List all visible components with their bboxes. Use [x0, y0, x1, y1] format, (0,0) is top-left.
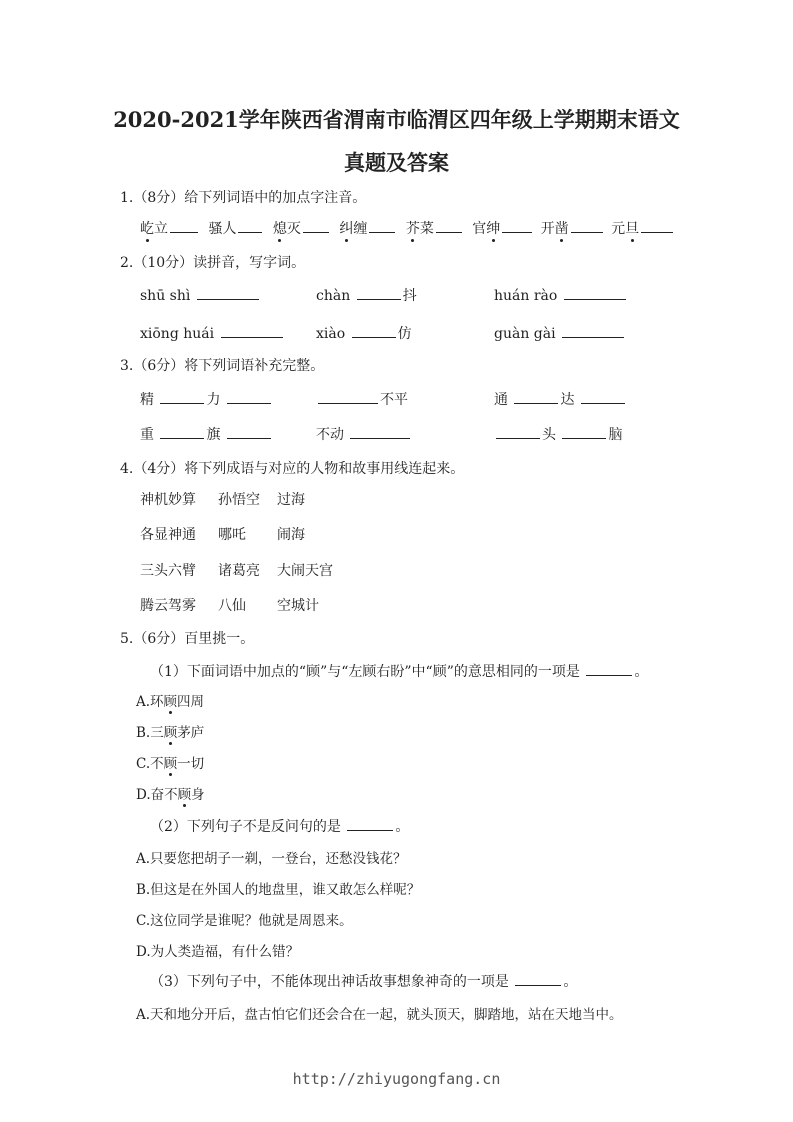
choice-option[interactable]: A.环顾四周 [136, 690, 204, 710]
choice-option[interactable]: A.天和地分开后，盘古怕它们还会合在一起，就头顶天，脚踏地，站在天地当中。 [136, 1007, 623, 1023]
q1-item: 开凿 [541, 221, 569, 237]
pinyin-item: guàn gài [494, 323, 626, 342]
pinyin-item: xiōng huái [140, 323, 285, 342]
match-cell[interactable]: 八仙 [218, 598, 246, 614]
answer-blank[interactable] [350, 424, 410, 439]
answer-blank[interactable] [514, 389, 558, 404]
idiom-item: 头 脑 [494, 424, 622, 444]
choice-option[interactable]: D.为人类造福，有什么错？ [136, 944, 300, 960]
pinyin-item: xiào 仿 [316, 323, 412, 343]
answer-blank[interactable] [515, 971, 561, 986]
q1-item: 纠缠 [339, 221, 367, 237]
choice-option[interactable]: B.三顾茅庐 [136, 721, 204, 741]
choice-option[interactable]: D.奋不顾身 [136, 783, 205, 803]
answer-blank[interactable] [221, 323, 283, 338]
answer-blank[interactable] [303, 218, 329, 233]
question-3-heading: 3.（6分）将下列词语补充完整。 [120, 358, 325, 374]
answer-blank[interactable] [641, 218, 673, 233]
answer-blank[interactable] [581, 389, 625, 404]
pinyin-item: chàn 抖 [316, 285, 417, 305]
answer-blank[interactable] [436, 218, 462, 233]
answer-blank[interactable] [347, 816, 393, 831]
choice-option[interactable]: A.只要您把胡子一剃，一登台，还愁没钱花？ [136, 851, 407, 867]
idiom-item: 不动 [316, 424, 412, 444]
answer-blank[interactable] [571, 218, 603, 233]
question-5-sub1: （1）下面词语中加点的“顾”与“左顾右盼”中“顾”的意思相同的一项是 。 [150, 661, 648, 681]
match-cell[interactable]: 空城计 [277, 598, 319, 614]
answer-blank[interactable] [197, 285, 259, 300]
idiom-item: 不平 [316, 389, 408, 409]
match-cell[interactable]: 大闹天宫 [277, 563, 333, 579]
answer-blank[interactable] [160, 424, 204, 439]
idiom-item: 精 力 [140, 389, 273, 409]
answer-blank[interactable] [170, 218, 198, 233]
answer-blank[interactable] [562, 424, 606, 439]
q1-item: 熄灭 [273, 221, 301, 237]
match-cell[interactable]: 过海 [277, 492, 305, 508]
document-title-line1: 2020-2021学年陕西省渭南市临渭区四年级上学期期末语文 [113, 107, 680, 132]
document-title-line2: 真题及答案 [344, 150, 449, 175]
answer-blank[interactable] [160, 389, 204, 404]
match-cell[interactable]: 诸葛亮 [218, 563, 260, 579]
match-cell[interactable]: 各显神通 [140, 527, 196, 543]
question-2-heading: 2.（10分）读拼音，写字词。 [120, 255, 306, 271]
match-cell[interactable]: 孙悟空 [218, 492, 260, 508]
match-cell[interactable]: 神机妙算 [140, 492, 196, 508]
question-5-sub2: （2）下列句子不是反问句的是 。 [150, 816, 409, 836]
answer-blank[interactable] [564, 285, 626, 300]
match-cell[interactable]: 腾云驾雾 [140, 598, 196, 614]
choice-option[interactable]: C.不顾一切 [136, 752, 204, 772]
idiom-item: 通 达 [494, 389, 627, 409]
q1-item: 元旦 [611, 221, 639, 237]
q1-item: 屹立 [140, 221, 168, 237]
answer-blank[interactable] [227, 424, 271, 439]
question-5-heading: 5.（6分）百里挑一。 [120, 631, 255, 647]
choice-option[interactable]: B.但这是在外国人的地盘里，谁又敢怎么样呢？ [136, 882, 421, 898]
match-cell[interactable]: 闹海 [277, 527, 305, 543]
answer-blank[interactable] [352, 323, 396, 338]
question-1-items [140, 218, 675, 238]
answer-blank[interactable] [238, 218, 262, 233]
question-1-heading: 1.（8分）给下列词语中的加点字注音。 [120, 190, 367, 206]
answer-blank[interactable] [318, 389, 378, 404]
q1-item: 骚人 [208, 221, 237, 237]
pinyin-item: huán rào [494, 285, 628, 304]
answer-blank[interactable] [227, 389, 271, 404]
choice-option[interactable]: C.这位同学是谁呢？他就是周恩来。 [136, 913, 353, 929]
question-5-sub3: （3）下列句子中，不能体现出神话故事想象神奇的一项是 。 [150, 971, 577, 991]
answer-blank[interactable] [369, 218, 395, 233]
pinyin-item: shū shì [140, 285, 261, 304]
idiom-item: 重 旗 [140, 424, 273, 444]
match-cell[interactable]: 三头六臂 [140, 563, 196, 579]
answer-blank[interactable] [562, 323, 624, 338]
q1-item: 芥菜 [406, 221, 434, 237]
match-cell[interactable]: 哪吒 [218, 527, 246, 543]
footer-url[interactable]: http://zhiyugongfang.cn [292, 1070, 501, 1088]
answer-blank[interactable] [357, 285, 401, 300]
q1-item: 官绅 [472, 221, 500, 237]
answer-blank[interactable] [586, 661, 632, 676]
question-4-heading: 4.（4分）将下列成语与对应的人物和故事用线连起来。 [120, 461, 465, 477]
answer-blank[interactable] [502, 218, 532, 233]
answer-blank[interactable] [496, 424, 540, 439]
